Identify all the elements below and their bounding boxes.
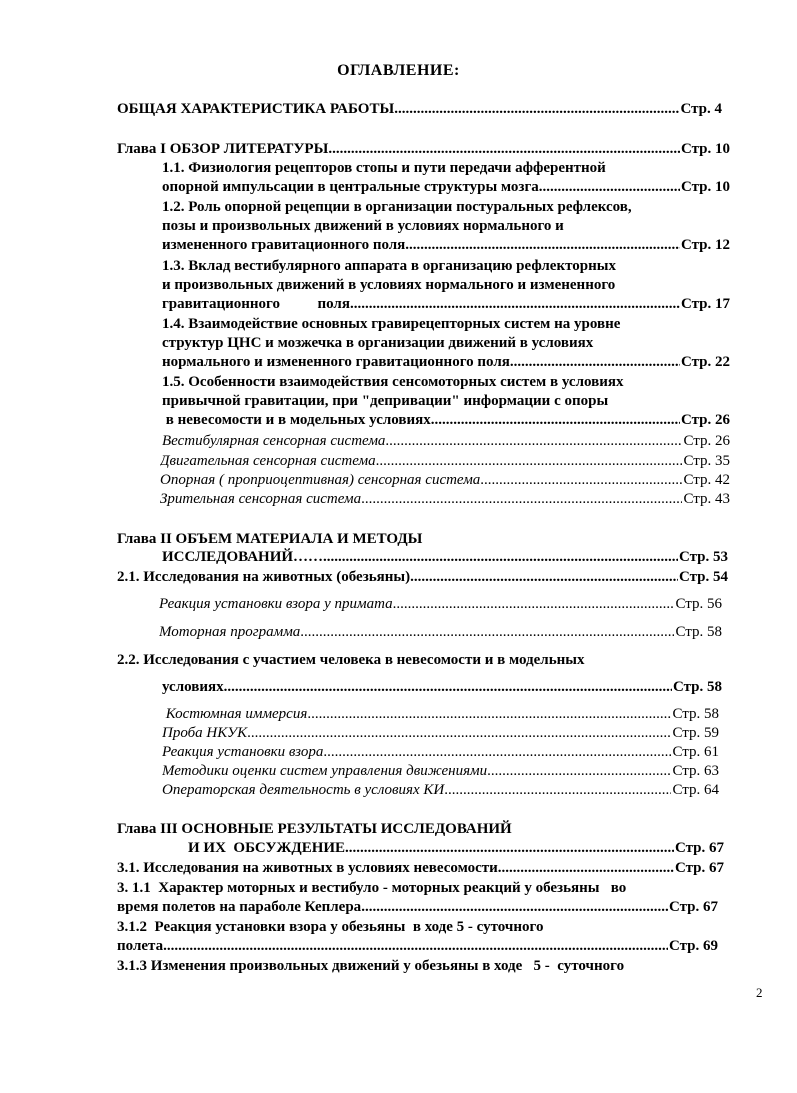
toc-entry: Вестибулярная сенсорная система ..... Стр. 26	[162, 432, 730, 450]
toc-entry: 3. 1.1 Характер моторных и вестибуло - моторных реакций у обезьяны во	[117, 880, 627, 896]
toc-entry: позы и произвольных движений в условиях нормального и	[162, 218, 564, 234]
toc-entry: 1.3. Вклад вестибулярного аппарата в организацию рефлекторных	[162, 258, 616, 274]
toc-entry: Проба НКУК ..... Стр. 59	[162, 724, 719, 742]
toc-entry: 2.2. Исследования с участием человека в невесомости и в модельных	[117, 652, 585, 668]
toc-entry: структур ЦНС и мозжечка в организации движений в условиях	[162, 335, 594, 351]
toc-entry: нормального и измененного гравитационного поля ..... Стр. 22	[162, 353, 730, 371]
toc-entry: Реакция установки взора у примата ..... Стр. 56	[159, 595, 722, 613]
toc-entry: опорной импульсации в центральные структуры мозга ..... Стр. 10	[162, 178, 730, 196]
toc-entry: 1.5. Особенности взаимодействия сенсомоторных систем в условиях	[162, 374, 624, 390]
toc-entry: 3.1. Исследования на животных в условиях невесомости ..... Стр. 67	[117, 859, 724, 877]
toc-entry: время полетов на параболе Кеплера ..... Стр. 67	[117, 898, 718, 916]
toc-entry: Опорная ( проприоцептивная) сенсорная система ..... Стр. 42	[160, 471, 730, 489]
toc-entry: Глава II ОБЪЕМ МАТЕРИАЛА И МЕТОДЫ	[117, 531, 423, 547]
toc-entry: гравитационного поля ..... Стр. 17	[162, 295, 730, 313]
toc-entry: Реакция установки взора ..... Стр. 61	[162, 743, 719, 761]
toc-entry: 1.1. Физиология рецепторов стопы и пути передачи афферентной	[162, 160, 606, 176]
toc-entry: ОБЩАЯ ХАРАКТЕРИСТИКА РАБОТЫ ..... Стр. 4	[117, 100, 722, 118]
toc-entry: Моторная программа ..... Стр. 58	[159, 623, 722, 641]
page-number: 2	[756, 985, 763, 1000]
toc-entry: 3.1.3 Изменения произвольных движений у обезьяны в ходе 5 - суточного	[117, 958, 625, 974]
toc-entry: Методики оценки систем управления движениями ..... Стр. 63	[162, 762, 719, 780]
toc-entry: в невесомости и в модельных условиях ..... Стр. 26	[162, 411, 730, 429]
toc-entry: Глава I ОБЗОР ЛИТЕРАТУРЫ ..... Стр. 10	[117, 140, 730, 158]
toc-entry: и произвольных движений в условиях нормального и измененного	[162, 277, 616, 293]
toc-entry: Двигательная сенсорная система ..... Стр. 35	[160, 452, 730, 470]
toc-entry: 3.1.2 Реакция установки взора у обезьяны в ходе 5 - суточного	[117, 919, 544, 935]
toc-entry: измененного гравитационного поля ..... Стр. 12	[162, 236, 730, 254]
toc-entry: Костюмная иммерсия ..... Стр. 58	[162, 705, 719, 723]
toc-entry: полета ..... Стр. 69	[117, 937, 718, 955]
toc-entry: ИССЛЕДОВАНИЙ…… ..... Стр. 53	[162, 548, 728, 566]
toc-entry: Операторская деятельность в условиях КИ ..... Стр. 64	[162, 781, 719, 799]
toc-entry: Зрительная сенсорная система ..... Стр. 43	[160, 490, 730, 508]
toc-title: ОГЛАВЛЕНИЕ:	[337, 62, 460, 79]
toc-entry: И ИХ ОБСУЖДЕНИЕ ..... Стр. 67	[188, 839, 724, 857]
toc-entry: привычной гравитации, при "депривации" информации с опоры	[162, 393, 609, 409]
toc-entry: 1.2. Роль опорной рецепции в организации постуральных рефлексов,	[162, 199, 632, 215]
toc-entry: 1.4. Взаимодействие основных гравирецепторных систем на уровне	[162, 316, 621, 332]
toc-entry: Глава III ОСНОВНЫЕ РЕЗУЛЬТАТЫ ИССЛЕДОВАНИЙ	[117, 821, 512, 837]
toc-entry: 2.1. Исследования на животных (обезьяны) ..... Стр. 54	[117, 568, 728, 586]
toc-entry: условиях ..... Стр. 58	[162, 678, 722, 696]
